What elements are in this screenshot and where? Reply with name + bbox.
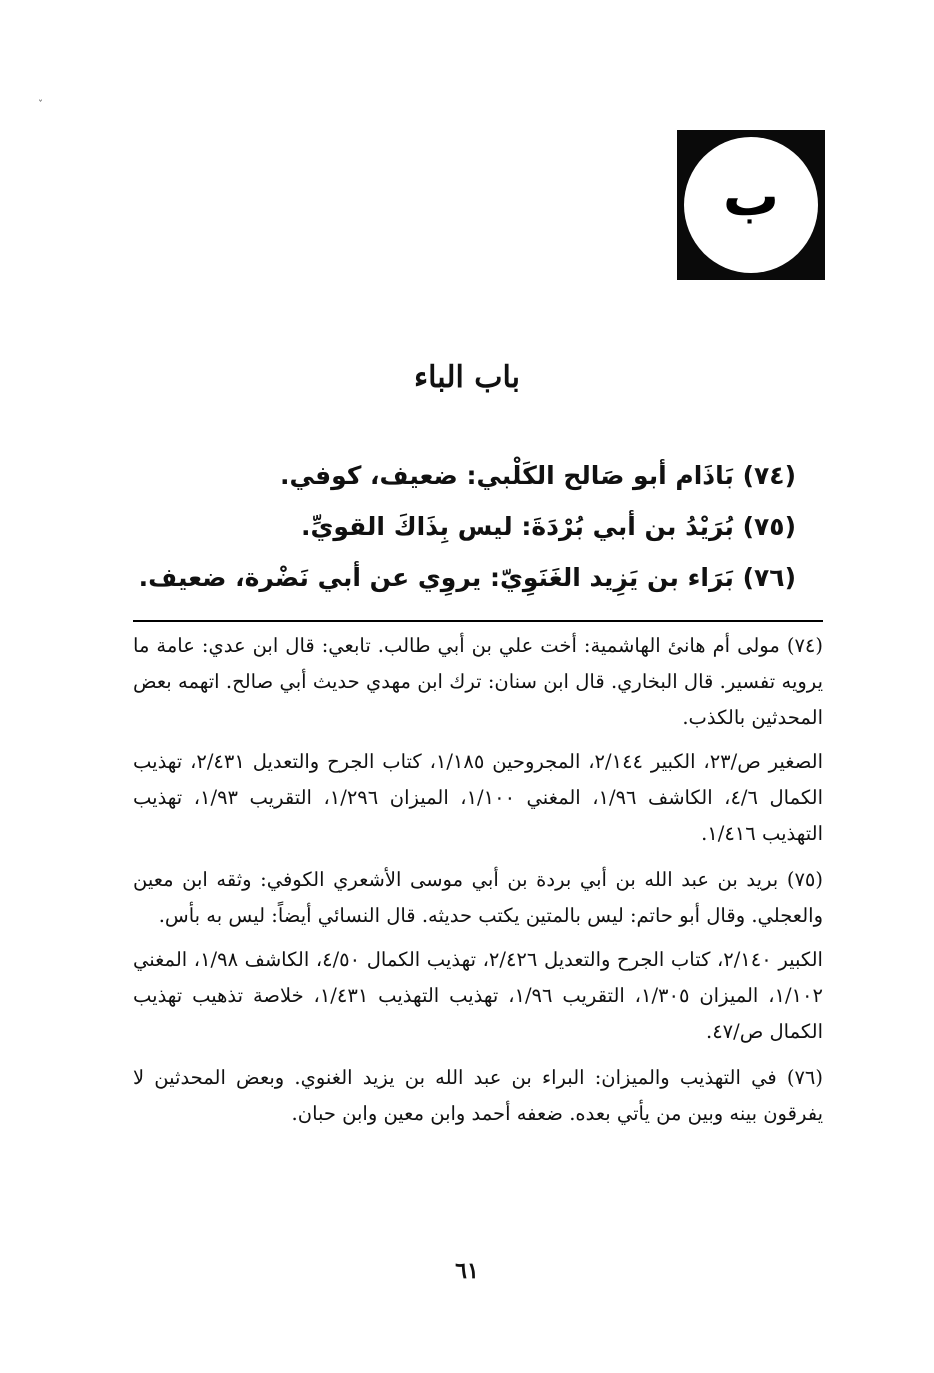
scan-speck: ˇ [38,100,43,111]
footnote-divider [133,620,823,622]
page-number: ٦١ [455,1258,479,1284]
entries-list [136,450,796,603]
section-letter: ب [722,163,780,229]
entry-76: (٧٦) بَرَاء بن يَزِيد الغَنَوِيّ: يروِي عن أبي نَضْرة، ضعيف. [138,563,796,592]
section-letter-circle [684,137,818,273]
note-75-sources: الكبير ٢/١٤٠، كتاب الجرح والتعديل ٢/٤٢٦، تهذيب الكمال ٤/٥٠، الكاشف ١/٩٨، المغني ١/١٠٢، الميزان ١/٣٠٥، التقريب ١/٩٦، تهذيب التهذيب ١/٤٣١، خلاصة تذهيب تهذيب الكمال ص/٤٧. [133,948,823,1043]
entry-74: (٧٤) بَاذَام أبو صَالح الكَلْبي: ضعيف، كوفي. [279,461,796,490]
section-letter-block [677,130,825,280]
note-74-bio: (٧٤) مولى أم هانئ الهاشمية: أخت علي بن أبي طالب. تابعي: قال ابن عدي: عامة ما يرويه تفسير. قال البخاري. قال ابن سنان: ترك ابن مهدي حديث أبي صالح. اتهمه بعض المحدثين بالكذب. [133,634,823,729]
note-76-bio: (٧٦) في التهذيب والميزان: البراء بن عبد الله بن يزيد الغنوي. وبعض المحدثين لا يفرقون بينه وبين من يأتي بعده. ضعفه أحمد وابن معين وابن حبان. [133,1066,823,1125]
note-75-bio: (٧٥) بريد بن عبد الله بن أبي بردة بن أبي موسى الأشعري الكوفي: وثقه ابن معين والعجلي. وقال أبو حاتم: ليس بالمتين يكتب حديثه. قال النسائي أيضاً: ليس به بأس. [133,868,823,927]
note-74-sources: الصغير ص/٢٣، الكبير ٢/١٤٤، المجروحين ١/١٨٥، كتاب الجرح والتعديل ٢/٤٣١، تهذيب الكمال ٤/٦، الكاشف ١/٩٦، المغني ١/١٠٠، الميزان ١/٢٩٦، التقريب ١/٩٣، تهذيب التهذيب ١/٤١٦. [133,750,823,845]
entry-75: (٧٥) بُرَيْدُ بن أبي بُرْدَةَ: ليس بِذَاكَ القويِّ. [300,512,796,541]
footnotes [133,628,823,1142]
chapter-title: باب الباء [414,360,520,395]
